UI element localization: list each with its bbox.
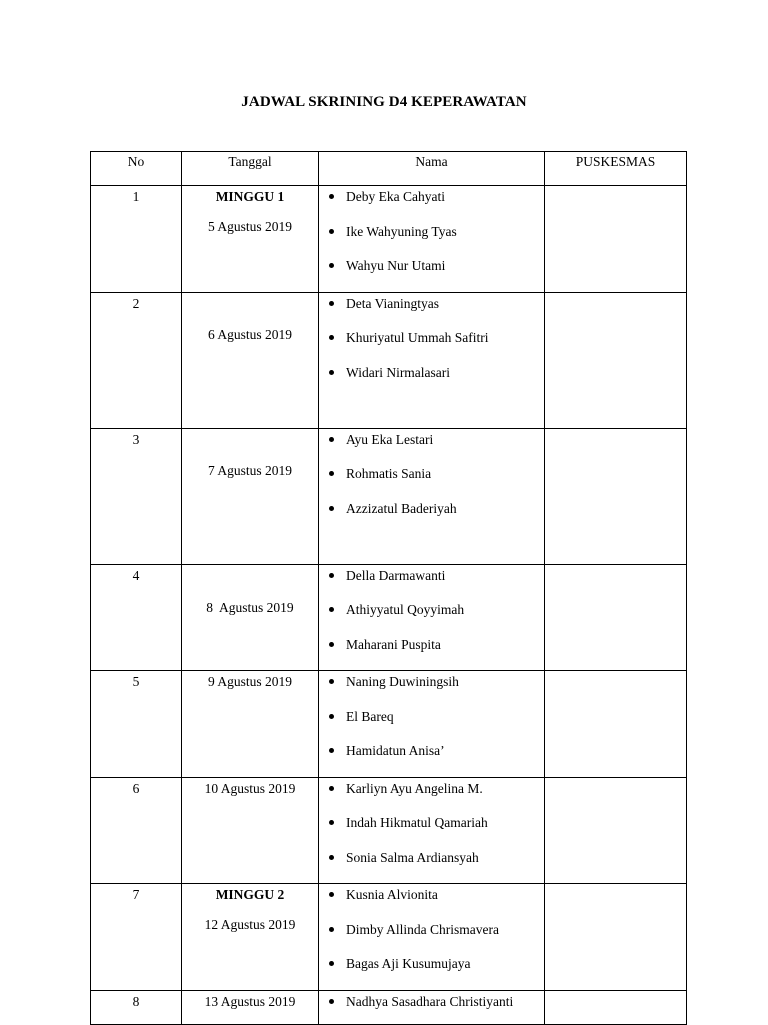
page-title: JADWAL SKRINING D4 KEPERAWATAN (241, 94, 527, 110)
cell-puskesmas (545, 186, 687, 293)
cell-nama (319, 564, 545, 671)
name-item: Azzizatul Baderiyah (327, 500, 544, 535)
date-text: 6 Agustus 2019 (207, 326, 292, 342)
name-item: Hamidatun Anisa’ (327, 742, 544, 777)
name-item: Ayu Eka Lestari (327, 431, 544, 466)
cell-tanggal (182, 292, 319, 428)
cell-no: 8 (91, 990, 182, 1024)
cell-puskesmas (545, 777, 687, 884)
date-text: 13 Agustus 2019 (204, 993, 296, 1009)
name-item: Dimby Allinda Chrismavera (327, 921, 544, 956)
name-item: Karliyn Ayu Angelina M. (327, 780, 544, 815)
date-text: 8 Agustus 2019 (206, 599, 294, 615)
header-puskesmas: PUSKESMAS (545, 152, 687, 186)
name-item: Rohmatis Sania (327, 465, 544, 500)
cell-tanggal (182, 428, 319, 564)
table-row (91, 292, 687, 428)
schedule-table (90, 151, 687, 1025)
name-item: Widari Nirmalasari (327, 364, 544, 399)
header-no: No (91, 152, 182, 186)
cell-no: 4 (91, 564, 182, 671)
name-item: Kusnia Alvionita (327, 886, 544, 921)
cell-no: 7 (91, 884, 182, 991)
name-item: Della Darmawanti (327, 567, 544, 602)
name-item: Ike Wahyuning Tyas (327, 223, 544, 258)
cell-no: 3 (91, 428, 182, 564)
cell-tanggal (182, 671, 319, 778)
date-text: 12 Agustus 2019 (204, 917, 296, 932)
table-row (91, 990, 687, 1024)
header-nama: Nama (319, 152, 545, 186)
name-item: Maharani Puspita (327, 636, 544, 671)
cell-nama (319, 990, 545, 1024)
week-label: MINGGU 2 (215, 887, 285, 902)
table-row (91, 777, 687, 884)
cell-tanggal (182, 990, 319, 1024)
name-item: El Bareq (327, 708, 544, 743)
cell-no: 6 (91, 777, 182, 884)
name-item: Bagas Aji Kusumujaya (327, 955, 544, 990)
name-item: Athiyyatul Qoyyimah (327, 601, 544, 636)
table-row (91, 671, 687, 778)
cell-tanggal (182, 884, 319, 991)
cell-no: 1 (91, 186, 182, 293)
table-row (91, 428, 687, 564)
date-text: 10 Agustus 2019 (204, 780, 296, 796)
cell-no: 2 (91, 292, 182, 428)
cell-tanggal (182, 564, 319, 671)
name-item: Nadhya Sasadhara Christiyanti (327, 993, 544, 1019)
name-item: Deta Vianingtyas (327, 295, 544, 330)
cell-nama (319, 292, 545, 428)
header-tanggal: Tanggal (182, 152, 319, 186)
cell-nama (319, 186, 545, 293)
cell-tanggal (182, 186, 319, 293)
cell-no: 5 (91, 671, 182, 778)
table-row (91, 884, 687, 991)
cell-nama (319, 428, 545, 564)
cell-puskesmas (545, 564, 687, 671)
name-item: Wahyu Nur Utami (327, 257, 544, 292)
cell-nama (319, 884, 545, 991)
name-item: Sonia Salma Ardiansyah (327, 849, 544, 884)
name-item: Khuriyatul Ummah Safitri (327, 329, 544, 364)
cell-puskesmas (545, 671, 687, 778)
cell-puskesmas (545, 428, 687, 564)
date-text: 5 Agustus 2019 (207, 219, 292, 234)
name-item: Naning Duwiningsih (327, 673, 544, 708)
name-item: Indah Hikmatul Qamariah (327, 814, 544, 849)
week-label: MINGGU 1 (215, 189, 285, 204)
cell-nama (319, 777, 545, 884)
date-text: 7 Agustus 2019 (207, 462, 292, 478)
cell-puskesmas (545, 990, 687, 1024)
cell-tanggal (182, 777, 319, 884)
table-row (91, 186, 687, 293)
table-row (91, 564, 687, 671)
cell-puskesmas (545, 292, 687, 428)
date-text: 9 Agustus 2019 (207, 674, 292, 689)
name-item: Deby Eka Cahyati (327, 188, 544, 223)
table-header-row (91, 152, 687, 186)
cell-puskesmas (545, 884, 687, 991)
cell-nama (319, 671, 545, 778)
